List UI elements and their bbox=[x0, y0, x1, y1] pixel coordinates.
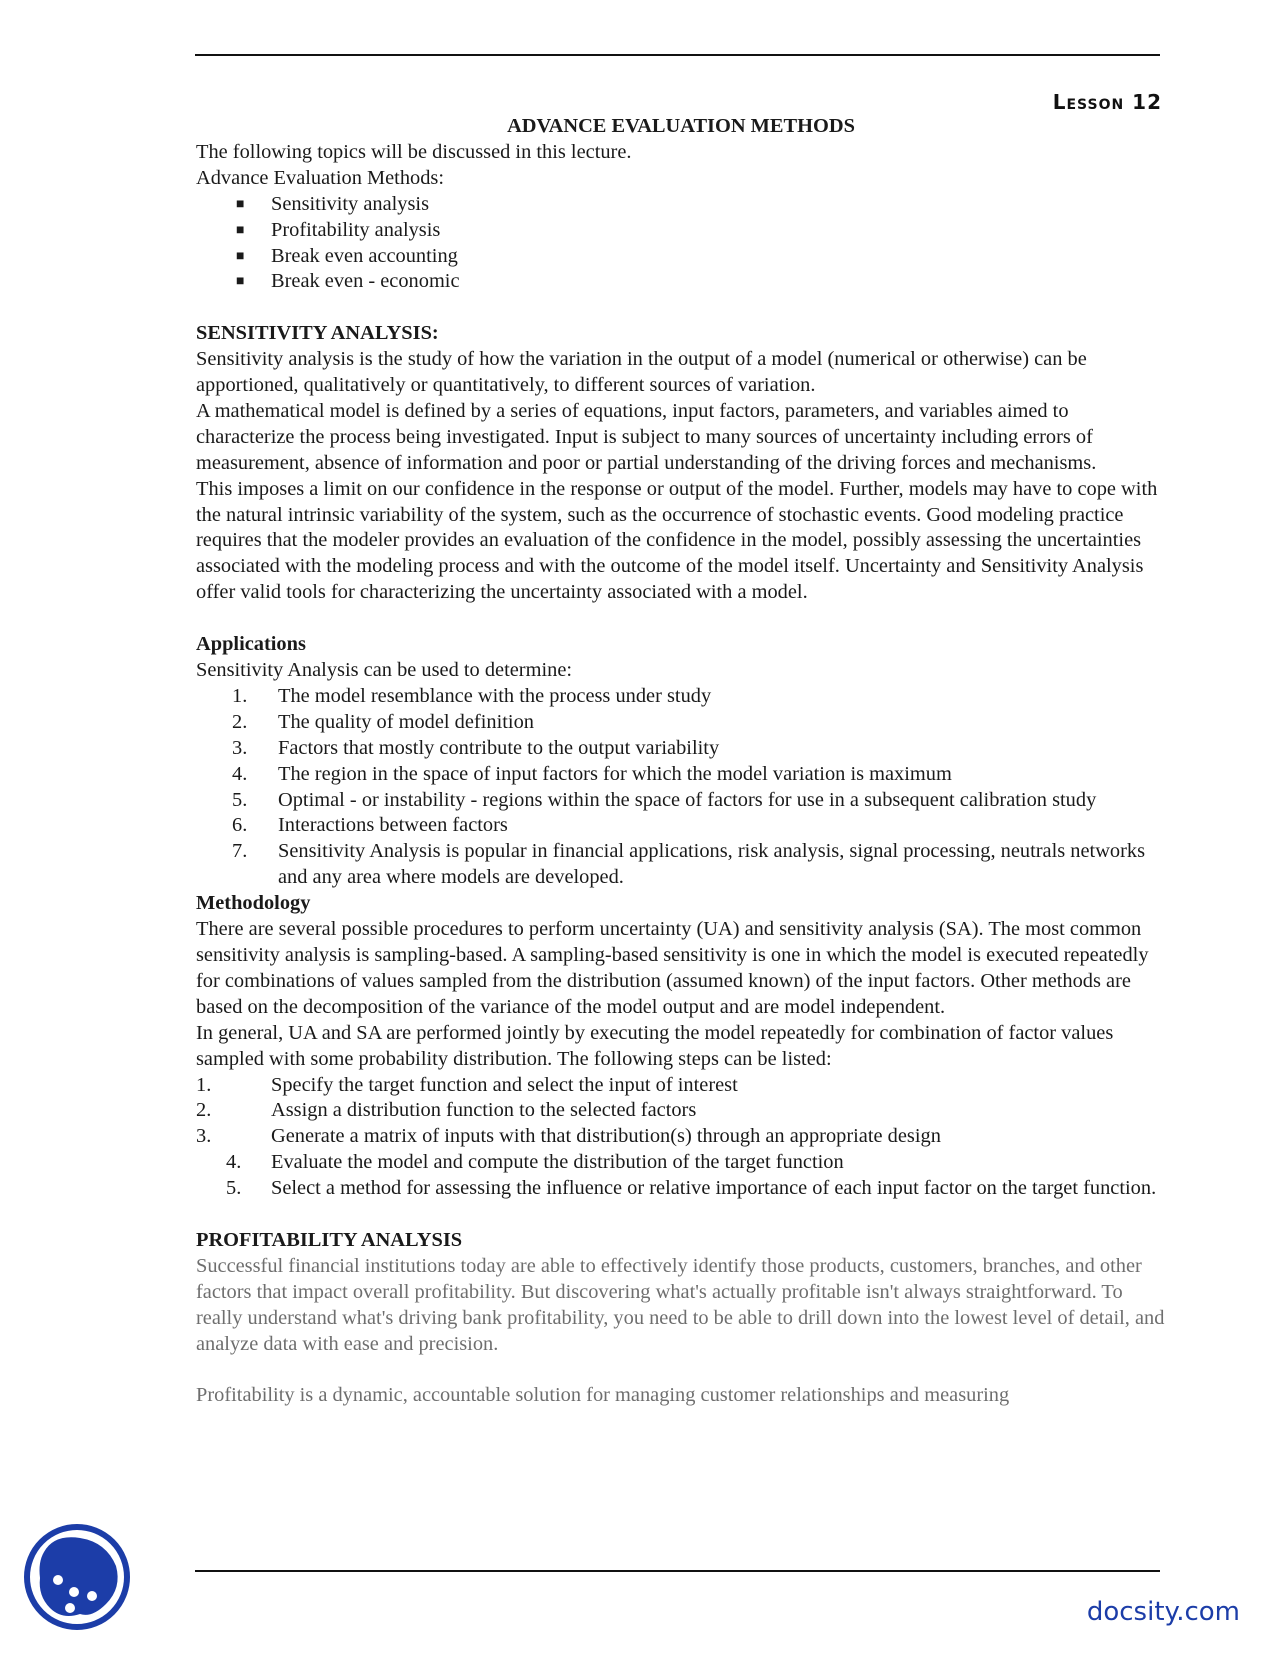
bullet-icon: ■ bbox=[236, 248, 245, 264]
list-item: 4. The region in the space of input factors for which the model variation is maximum bbox=[232, 762, 952, 785]
topic-item: ■ Break even accounting bbox=[196, 244, 1166, 270]
list-item: 4. Evaluate the model and compute the distribution of the target function bbox=[226, 1151, 844, 1174]
paragraph: There are several possible procedures to perform uncertainty (UA) and sensitivity analysis (SA). The most common sensitivity analysis is sampling-based. A sampling-based sensitivity is one in which the model is executed repeatedly for combinations of values sampled from the distribution (assumed known) of the input factors. Other methods are based on the decomposition of the variance of the model output and are model independent. bbox=[196, 918, 1149, 1018]
section-heading: Methodology bbox=[196, 892, 311, 915]
list-item: 1. The model resemblance with the process under study bbox=[232, 684, 712, 707]
topic-list bbox=[196, 192, 1166, 296]
docsity-logo-icon[interactable] bbox=[22, 1522, 132, 1632]
lesson-label: Lesson 12 bbox=[1052, 90, 1162, 114]
list-item: 7. Sensitivity Analysis is popular in financial applications, risk analysis, signal processing, neutrals networks and any area where models are developed. bbox=[232, 840, 1146, 889]
paragraph: This imposes a limit on our confidence in the response or output of the model. Further, models may have to cope with the natural intrinsic variability of the system, such as the occurrence of stochastic events. Good modeling practice requires that the modeler provides an evaluation of the confidence in the model, possibly assessing the uncertainties associated with the modeling process and with the outcome of the model itself. Uncertainty and Sensitivity Analysis offer valid tools for characterizing the uncertainty associated with a model. bbox=[196, 477, 1158, 604]
bottom-rule bbox=[195, 1570, 1160, 1572]
list-item: 3. Generate a matrix of inputs with that distribution(s) through an appropriate design bbox=[196, 1125, 941, 1148]
bullet-icon: ■ bbox=[236, 196, 245, 212]
paragraph: Sensitivity Analysis can be used to determine: bbox=[196, 659, 573, 681]
paragraph: A mathematical model is defined by a series of equations, input factors, parameters, and variables aimed to characterize the process being investigated. Input is subject to many sources of uncertainty including errors of measurement, absence of information and poor or partial understanding of the driving forces and mechanisms. bbox=[196, 399, 1097, 474]
list-item: 1. Specify the target function and select the input of interest bbox=[196, 1073, 738, 1096]
paragraph: Profitability is a dynamic, accountable solution for managing customer relationships and measuring bbox=[196, 1384, 1010, 1407]
topic-item: ■ Break even - economic bbox=[196, 269, 1166, 295]
paragraph: Successful financial institutions today are able to effectively identify those products, customers, branches, and other factors that impact overall profitability. But discovering what's actually profitable isn't always straightforward. To really understand what's driving bank profitability, you need to be able to drill down into the lowest level of detail, and analyze data with ease and precision. bbox=[196, 1254, 1165, 1355]
steps-list bbox=[196, 1073, 1166, 1203]
list-item: 6. Interactions between factors bbox=[232, 814, 508, 837]
section-heading: SENSITIVITY ANALYSIS: bbox=[196, 322, 439, 345]
list-item: 5. Select a method for assessing the influence or relative importance of each input factor on the target function. bbox=[226, 1177, 1157, 1200]
paragraph: In general, UA and SA are performed jointly by executing the model repeatedly for combination of factor values sampled with some probability distribution. The following steps can be listed: bbox=[196, 1021, 1114, 1070]
top-rule bbox=[195, 54, 1160, 56]
list-item: 5. Optimal - or instability - regions within the space of factors for use in a subsequent calibration study bbox=[232, 788, 1097, 811]
topic-item: ■ Sensitivity analysis bbox=[196, 192, 1166, 218]
topic-item: ■ Profitability analysis bbox=[196, 218, 1166, 244]
bullet-icon: ■ bbox=[236, 222, 245, 238]
list-item: 3. Factors that mostly contribute to the output variability bbox=[232, 736, 720, 759]
docsity-link[interactable]: docsity.com bbox=[1086, 1597, 1240, 1627]
paragraph: Sensitivity analysis is the study of how the variation in the output of a model (numerical or otherwise) can be apportioned, qualitatively or quantitatively, to different sources of variation. bbox=[196, 348, 1087, 397]
applications-list bbox=[196, 684, 1166, 891]
list-item: 2. The quality of model definition bbox=[232, 710, 534, 733]
document-body bbox=[196, 114, 1166, 1409]
list-item: 2. Assign a distribution function to the selected factors bbox=[196, 1099, 697, 1122]
bullet-icon: ■ bbox=[236, 274, 245, 290]
page-title: ADVANCE EVALUATION METHODS bbox=[507, 115, 855, 137]
intro-line: Advance Evaluation Methods: bbox=[196, 166, 445, 189]
section-heading: PROFITABILITY ANALYSIS bbox=[196, 1228, 463, 1251]
section-heading: Applications bbox=[196, 633, 306, 656]
intro-line: The following topics will be discussed in this lecture. bbox=[196, 140, 632, 163]
